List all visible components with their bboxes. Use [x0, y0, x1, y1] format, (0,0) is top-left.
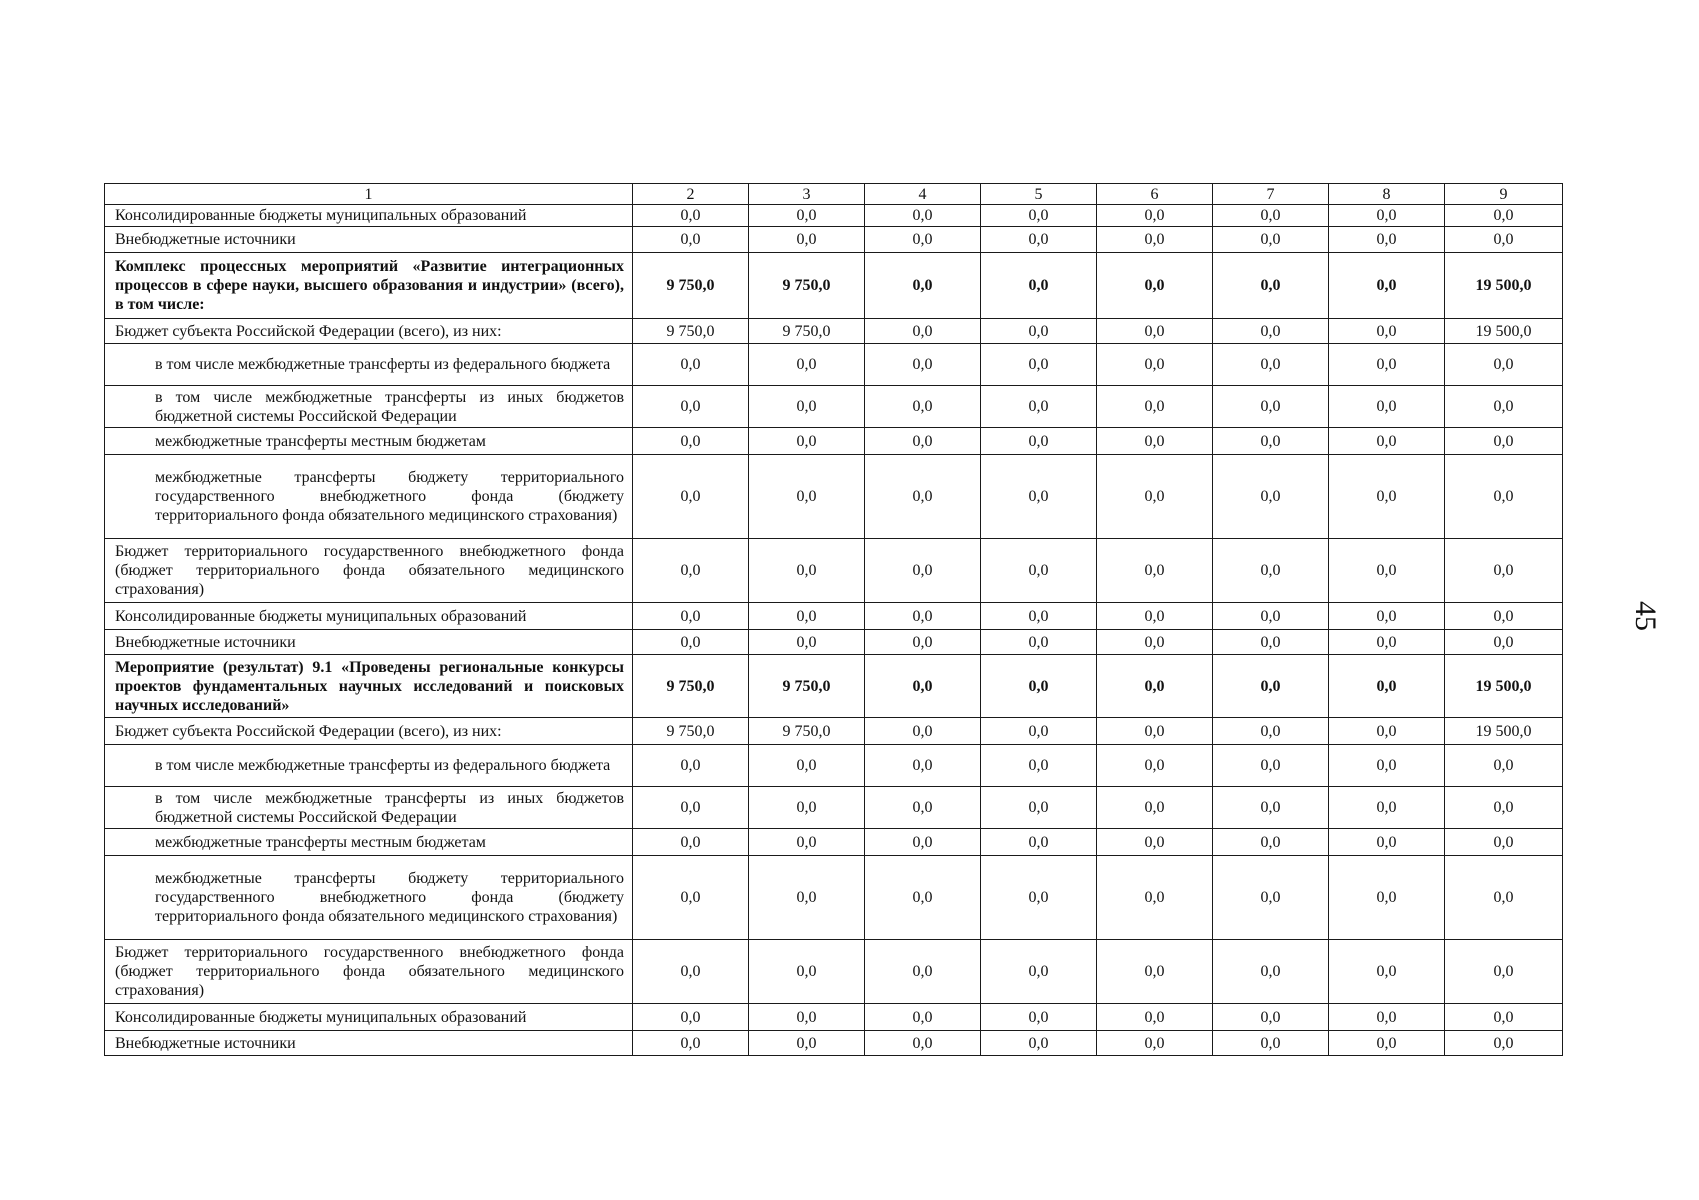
value-cell: 0,0	[865, 344, 981, 386]
value-cell: 0,0	[1329, 745, 1445, 787]
value-cell: 0,0	[749, 227, 865, 253]
row-label-cell: Бюджет субъекта Российской Федерации (всего), из них:	[105, 319, 633, 344]
value-cell: 0,0	[1445, 630, 1563, 655]
value-cell: 0,0	[1213, 603, 1329, 630]
value-cell: 0,0	[1329, 655, 1445, 718]
row-label-cell: Консолидированные бюджеты муниципальных образований	[105, 603, 633, 630]
table-body	[105, 184, 1563, 1056]
table-row	[105, 227, 1563, 253]
value-cell: 0,0	[749, 428, 865, 455]
value-cell: 0,0	[633, 227, 749, 253]
value-cell: 0,0	[1097, 428, 1213, 455]
column-number-cell: 7	[1213, 184, 1329, 205]
value-cell: 0,0	[1097, 940, 1213, 1004]
value-cell: 0,0	[981, 856, 1097, 940]
value-cell: 0,0	[1213, 428, 1329, 455]
value-cell: 0,0	[865, 829, 981, 856]
value-cell: 0,0	[1213, 787, 1329, 829]
value-cell: 0,0	[981, 539, 1097, 603]
value-cell: 0,0	[865, 227, 981, 253]
value-cell: 0,0	[633, 386, 749, 428]
table-row	[105, 655, 1563, 718]
value-cell: 0,0	[1329, 1004, 1445, 1031]
value-cell: 0,0	[1097, 655, 1213, 718]
value-cell: 0,0	[1213, 253, 1329, 319]
value-cell: 0,0	[1097, 745, 1213, 787]
row-label-cell: в том числе межбюджетные трансферты из иных бюджетов бюджетной системы Российской Федерации	[105, 787, 633, 829]
value-cell: 0,0	[1445, 386, 1563, 428]
table-row	[105, 940, 1563, 1004]
value-cell: 0,0	[1329, 344, 1445, 386]
column-number-cell: 6	[1097, 184, 1213, 205]
column-number-cell: 9	[1445, 184, 1563, 205]
value-cell: 0,0	[1445, 745, 1563, 787]
value-cell: 0,0	[633, 1031, 749, 1056]
value-cell: 0,0	[749, 829, 865, 856]
value-cell: 0,0	[1329, 856, 1445, 940]
value-cell: 0,0	[1213, 940, 1329, 1004]
value-cell: 0,0	[1213, 718, 1329, 745]
value-cell: 0,0	[981, 745, 1097, 787]
value-cell: 0,0	[1329, 319, 1445, 344]
value-cell: 0,0	[1097, 205, 1213, 227]
value-cell: 0,0	[1213, 227, 1329, 253]
value-cell: 0,0	[1213, 205, 1329, 227]
value-cell: 19 500,0	[1445, 655, 1563, 718]
value-cell: 0,0	[1213, 386, 1329, 428]
value-cell: 0,0	[1213, 539, 1329, 603]
value-cell: 0,0	[865, 603, 981, 630]
table-row	[105, 386, 1563, 428]
row-label-cell: Комплекс процессных мероприятий «Развитие интеграционных процессов в сфере науки, высшего образования и индустрии» (всего), в том числе:	[105, 253, 633, 319]
row-label-cell: межбюджетные трансферты бюджету территориального государственного внебюджетного фонда (бюджету территориального фонда обязательного медицинского страхования)	[105, 455, 633, 539]
value-cell: 0,0	[1445, 603, 1563, 630]
value-cell: 0,0	[749, 787, 865, 829]
value-cell: 0,0	[1445, 539, 1563, 603]
value-cell: 0,0	[1097, 829, 1213, 856]
value-cell: 0,0	[1097, 1031, 1213, 1056]
value-cell: 0,0	[1097, 787, 1213, 829]
value-cell: 0,0	[633, 829, 749, 856]
value-cell: 0,0	[981, 253, 1097, 319]
table-row	[105, 539, 1563, 603]
value-cell: 19 500,0	[1445, 319, 1563, 344]
value-cell: 0,0	[1097, 603, 1213, 630]
value-cell: 0,0	[865, 455, 981, 539]
row-label-cell: Мероприятие (результат) 9.1 «Проведены региональные конкурсы проектов фундаментальных научных исследований и поисковых научных исследований»	[105, 655, 633, 718]
row-label-cell: Бюджет территориального государственного внебюджетного фонда (бюджет территориального фонда обязательного медицинского страхования)	[105, 539, 633, 603]
value-cell: 0,0	[633, 455, 749, 539]
value-cell: 0,0	[1329, 428, 1445, 455]
value-cell: 0,0	[1329, 455, 1445, 539]
table-row	[105, 718, 1563, 745]
value-cell: 0,0	[1329, 227, 1445, 253]
value-cell: 19 500,0	[1445, 253, 1563, 319]
column-number-row	[105, 184, 1563, 205]
value-cell: 0,0	[633, 745, 749, 787]
value-cell: 0,0	[1213, 344, 1329, 386]
table-row	[105, 344, 1563, 386]
value-cell: 0,0	[865, 745, 981, 787]
value-cell: 0,0	[981, 319, 1097, 344]
row-label-cell: межбюджетные трансферты местным бюджетам	[105, 428, 633, 455]
value-cell: 0,0	[1445, 455, 1563, 539]
row-label-cell: Внебюджетные источники	[105, 630, 633, 655]
budget-table	[104, 183, 1563, 1056]
row-label-cell: межбюджетные трансферты бюджету территориального государственного внебюджетного фонда (бюджету территориального фонда обязательного медицинского страхования)	[105, 856, 633, 940]
value-cell: 0,0	[981, 829, 1097, 856]
value-cell: 0,0	[749, 630, 865, 655]
value-cell: 0,0	[633, 205, 749, 227]
value-cell: 0,0	[981, 603, 1097, 630]
row-label-cell: в том числе межбюджетные трансферты из федерального бюджета	[105, 745, 633, 787]
row-label-cell: в том числе межбюджетные трансферты из иных бюджетов бюджетной системы Российской Федерации	[105, 386, 633, 428]
value-cell: 0,0	[1329, 253, 1445, 319]
table-row	[105, 253, 1563, 319]
value-cell: 0,0	[865, 428, 981, 455]
value-cell: 0,0	[981, 940, 1097, 1004]
value-cell: 0,0	[1097, 253, 1213, 319]
value-cell: 0,0	[1445, 428, 1563, 455]
value-cell: 0,0	[1445, 856, 1563, 940]
value-cell: 0,0	[1213, 829, 1329, 856]
value-cell: 0,0	[865, 253, 981, 319]
value-cell: 0,0	[981, 205, 1097, 227]
value-cell: 0,0	[1213, 630, 1329, 655]
value-cell: 0,0	[1213, 856, 1329, 940]
value-cell: 0,0	[749, 940, 865, 1004]
value-cell: 0,0	[1213, 319, 1329, 344]
value-cell: 0,0	[1097, 718, 1213, 745]
value-cell: 0,0	[1329, 630, 1445, 655]
value-cell: 0,0	[749, 386, 865, 428]
table-row	[105, 630, 1563, 655]
value-cell: 0,0	[865, 1031, 981, 1056]
value-cell: 0,0	[981, 787, 1097, 829]
value-cell: 0,0	[981, 1031, 1097, 1056]
value-cell: 0,0	[865, 319, 981, 344]
value-cell: 0,0	[1445, 205, 1563, 227]
value-cell: 0,0	[981, 655, 1097, 718]
value-cell: 0,0	[1329, 787, 1445, 829]
row-label-cell: Консолидированные бюджеты муниципальных образований	[105, 1004, 633, 1031]
value-cell: 0,0	[633, 344, 749, 386]
value-cell: 0,0	[865, 940, 981, 1004]
value-cell: 0,0	[1097, 1004, 1213, 1031]
row-label-cell: в том числе межбюджетные трансферты из федерального бюджета	[105, 344, 633, 386]
value-cell: 0,0	[865, 386, 981, 428]
value-cell: 9 750,0	[749, 655, 865, 718]
value-cell: 0,0	[633, 428, 749, 455]
value-cell: 0,0	[981, 630, 1097, 655]
column-number-cell: 3	[749, 184, 865, 205]
value-cell: 9 750,0	[749, 718, 865, 745]
table-row	[105, 829, 1563, 856]
value-cell: 0,0	[865, 655, 981, 718]
row-label-cell: Консолидированные бюджеты муниципальных образований	[105, 205, 633, 227]
value-cell: 0,0	[981, 1004, 1097, 1031]
value-cell: 0,0	[749, 745, 865, 787]
value-cell: 0,0	[633, 630, 749, 655]
value-cell: 0,0	[1445, 1004, 1563, 1031]
row-label-cell: межбюджетные трансферты местным бюджетам	[105, 829, 633, 856]
value-cell: 19 500,0	[1445, 718, 1563, 745]
value-cell: 0,0	[981, 718, 1097, 745]
value-cell: 0,0	[865, 205, 981, 227]
table-row	[105, 745, 1563, 787]
value-cell: 0,0	[749, 856, 865, 940]
column-number-cell: 5	[981, 184, 1097, 205]
value-cell: 0,0	[1445, 940, 1563, 1004]
value-cell: 0,0	[1445, 344, 1563, 386]
value-cell: 0,0	[1329, 718, 1445, 745]
value-cell: 0,0	[633, 539, 749, 603]
value-cell: 0,0	[865, 1004, 981, 1031]
value-cell: 0,0	[865, 856, 981, 940]
value-cell: 0,0	[1097, 455, 1213, 539]
value-cell: 0,0	[981, 455, 1097, 539]
table-row	[105, 319, 1563, 344]
row-label-cell: Внебюджетные источники	[105, 1031, 633, 1056]
page-number: 45	[1629, 601, 1662, 631]
value-cell: 0,0	[633, 1004, 749, 1031]
value-cell: 0,0	[633, 603, 749, 630]
value-cell: 0,0	[1329, 386, 1445, 428]
row-label-cell: Бюджет территориального государственного внебюджетного фонда (бюджет территориального фонда обязательного медицинского страхования)	[105, 940, 633, 1004]
value-cell: 0,0	[1213, 745, 1329, 787]
table-row	[105, 603, 1563, 630]
value-cell: 0,0	[633, 940, 749, 1004]
value-cell: 9 750,0	[633, 718, 749, 745]
value-cell: 0,0	[749, 1031, 865, 1056]
value-cell: 9 750,0	[633, 319, 749, 344]
value-cell: 0,0	[1445, 829, 1563, 856]
value-cell: 0,0	[1213, 1004, 1329, 1031]
value-cell: 0,0	[1213, 1031, 1329, 1056]
value-cell: 0,0	[1213, 655, 1329, 718]
value-cell: 0,0	[981, 428, 1097, 455]
table-row	[105, 1031, 1563, 1056]
value-cell: 0,0	[749, 1004, 865, 1031]
value-cell: 0,0	[1213, 455, 1329, 539]
value-cell: 0,0	[1329, 829, 1445, 856]
value-cell: 0,0	[633, 787, 749, 829]
table-row	[105, 428, 1563, 455]
value-cell: 0,0	[1097, 227, 1213, 253]
value-cell: 9 750,0	[749, 253, 865, 319]
value-cell: 0,0	[865, 539, 981, 603]
table-row	[105, 787, 1563, 829]
value-cell: 0,0	[1445, 1031, 1563, 1056]
table-row	[105, 455, 1563, 539]
value-cell: 0,0	[749, 539, 865, 603]
value-cell: 0,0	[1097, 856, 1213, 940]
value-cell: 9 750,0	[633, 253, 749, 319]
value-cell: 9 750,0	[749, 319, 865, 344]
table-row	[105, 1004, 1563, 1031]
value-cell: 0,0	[981, 227, 1097, 253]
column-number-cell: 1	[105, 184, 633, 205]
value-cell: 0,0	[749, 205, 865, 227]
value-cell: 0,0	[749, 344, 865, 386]
value-cell: 0,0	[1445, 227, 1563, 253]
value-cell: 0,0	[1329, 205, 1445, 227]
value-cell: 0,0	[1097, 386, 1213, 428]
value-cell: 0,0	[1329, 940, 1445, 1004]
column-number-cell: 8	[1329, 184, 1445, 205]
value-cell: 0,0	[1097, 630, 1213, 655]
value-cell: 0,0	[633, 856, 749, 940]
row-label-cell: Бюджет субъекта Российской Федерации (всего), из них:	[105, 718, 633, 745]
value-cell: 0,0	[749, 455, 865, 539]
value-cell: 0,0	[981, 386, 1097, 428]
value-cell: 0,0	[1097, 344, 1213, 386]
table-row	[105, 856, 1563, 940]
column-number-cell: 4	[865, 184, 981, 205]
value-cell: 0,0	[1097, 319, 1213, 344]
value-cell: 0,0	[865, 630, 981, 655]
value-cell: 0,0	[981, 344, 1097, 386]
row-label-cell: Внебюджетные источники	[105, 227, 633, 253]
value-cell: 0,0	[1097, 539, 1213, 603]
value-cell: 0,0	[1329, 603, 1445, 630]
value-cell: 0,0	[1445, 787, 1563, 829]
value-cell: 0,0	[865, 787, 981, 829]
value-cell: 9 750,0	[633, 655, 749, 718]
value-cell: 0,0	[1329, 1031, 1445, 1056]
table-row	[105, 205, 1563, 227]
value-cell: 0,0	[1329, 539, 1445, 603]
value-cell: 0,0	[749, 603, 865, 630]
value-cell: 0,0	[865, 718, 981, 745]
column-number-cell: 2	[633, 184, 749, 205]
